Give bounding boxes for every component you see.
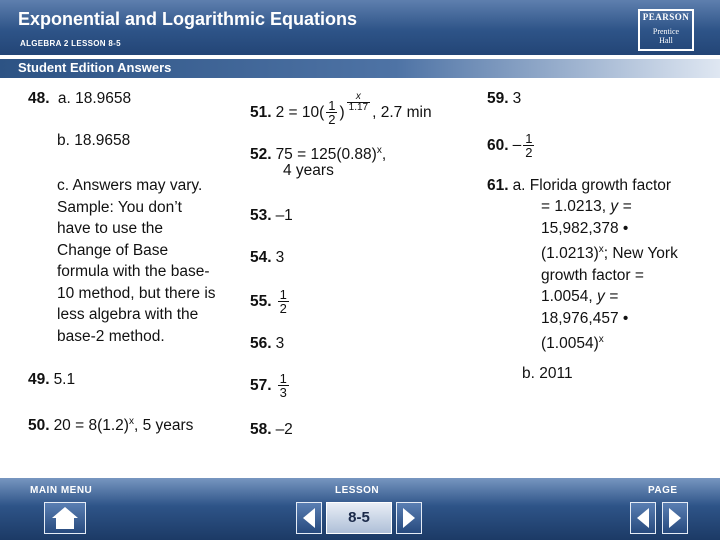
lesson-number: 8-5: [348, 509, 370, 526]
answer-61a-block: [541, 196, 678, 355]
answer-number: 56.: [250, 335, 272, 352]
publisher-logo: [638, 9, 694, 51]
answer-48a: a. 18.9658: [57, 90, 132, 107]
answer-61b: b. 2011: [522, 365, 573, 382]
line-text: ; New York: [603, 245, 678, 263]
lesson-next-button[interactable]: [396, 502, 422, 534]
answer-text: ,: [381, 146, 387, 164]
logo-line2: Prentice: [652, 27, 680, 36]
lesson-subtitle: ALGEBRA 2 LESSON 8-5: [20, 39, 121, 48]
page-next-button[interactable]: [662, 502, 688, 534]
exponent: x: [598, 244, 604, 255]
lesson-prev-button[interactable]: [296, 502, 322, 534]
fraction-numerator: 1: [525, 131, 533, 146]
answer-text: 3: [275, 249, 285, 266]
answer-text: –2: [275, 421, 293, 438]
chevron-right-icon: [663, 503, 687, 533]
answer-48c-line: base-2 method.: [57, 327, 165, 345]
answer-48c-line: Sample: You don’t: [57, 198, 182, 216]
answer-59: [487, 88, 521, 110]
exponent: x: [376, 145, 382, 156]
answer-number: 49.: [28, 371, 50, 388]
answer-61a-line: 15,982,378 •: [541, 219, 629, 237]
answer-61a-line: a. Florida growth factor: [512, 177, 672, 194]
answer-48c-line: formula with the base-: [57, 263, 210, 280]
fraction: [523, 132, 534, 159]
answer-57: [250, 372, 291, 399]
lesson-label: LESSON: [335, 485, 380, 496]
line-text: (1.0213): [541, 245, 599, 263]
answer-60: [487, 132, 536, 159]
equation-text: 2 = 10(: [275, 104, 325, 121]
answer-61a-line: [541, 196, 678, 218]
answer-49: [28, 369, 75, 391]
answer-text: 3: [275, 335, 285, 352]
fraction-denominator: 3: [279, 385, 287, 400]
answer-text: 3: [512, 90, 522, 107]
answer-48c-line: Change of Base: [57, 241, 169, 259]
answer-number: 50.: [28, 417, 50, 435]
exponent-denominator: 1.17: [348, 102, 369, 113]
fraction: [278, 288, 289, 315]
answer-text: , 2.7 min: [372, 104, 432, 121]
footer-nav: [0, 478, 720, 540]
answer-number: 61.: [487, 177, 509, 194]
answer-48c-line: less algebra with the: [57, 306, 199, 323]
page-title: Exponential and Logarithmic Equations: [18, 9, 358, 29]
answer-61a-line: [541, 329, 678, 355]
chevron-left-icon: [297, 503, 321, 533]
answer-number: 54.: [250, 249, 272, 266]
page-prev-button[interactable]: [630, 502, 656, 534]
negative-sign: –: [512, 136, 522, 154]
header-bar: [0, 0, 720, 55]
answer-61a-line: growth factor =: [541, 266, 644, 284]
answer-61a-line: [541, 239, 678, 265]
main-menu-label: MAIN MENU: [30, 485, 93, 496]
answer-number: 57.: [250, 376, 272, 394]
answer-48c-line: 10 method, but there is: [57, 284, 216, 302]
line-text: = 1.0213,: [541, 198, 611, 215]
exponent-numerator: x: [347, 92, 370, 103]
variable-y: y =: [597, 288, 619, 306]
answer-52-line2: 4 years: [283, 162, 334, 179]
answer-51: [250, 92, 432, 126]
section-bar: [0, 59, 720, 78]
answer-61a-line: [541, 286, 678, 308]
chevron-left-icon: [631, 503, 655, 533]
home-icon: [45, 503, 85, 533]
answer-58: [250, 419, 293, 441]
section-label: Student Edition Answers: [18, 60, 172, 75]
answer-number: 60.: [487, 136, 509, 154]
fraction-numerator: 1: [279, 287, 287, 302]
answer-number: 58.: [250, 421, 272, 438]
answer-61: [487, 175, 671, 197]
page-label: PAGE: [648, 485, 678, 496]
answer-61a-line: 18,976,457 •: [541, 309, 629, 327]
logo-line3: Hall: [659, 36, 673, 45]
answer-48: [28, 88, 131, 110]
answer-50: [28, 411, 193, 437]
answer-number: 55.: [250, 292, 272, 310]
answer-48c-line: c. Answers may vary.: [57, 177, 203, 194]
fraction-numerator: 1: [279, 371, 287, 386]
fraction-numerator: 1: [328, 98, 336, 114]
exponent: x: [598, 334, 604, 346]
line-text: 1.0054,: [541, 288, 598, 306]
answer-55: [250, 288, 291, 315]
exponent: x: [128, 416, 134, 427]
close-paren: ): [339, 104, 345, 121]
answer-text: –1: [275, 207, 293, 224]
exponent-fraction: [347, 92, 370, 113]
answer-48c: [57, 175, 216, 347]
fraction-denominator: 2: [525, 145, 533, 160]
answer-48b: b. 18.9658: [57, 132, 131, 149]
fraction: [326, 99, 337, 126]
answer-number: 53.: [250, 207, 272, 224]
answer-text: , 5 years: [133, 417, 194, 435]
fraction-denominator: 2: [279, 301, 287, 316]
line-text: (1.0054): [541, 335, 599, 353]
chevron-right-icon: [397, 503, 421, 533]
lesson-number-button[interactable]: [326, 502, 392, 534]
equation-text: 75 = 125(0.88): [275, 146, 377, 164]
answer-56: [250, 333, 284, 355]
answer-number: 48.: [28, 90, 50, 107]
answer-number: 52.: [250, 146, 272, 164]
answer-number: 51.: [250, 104, 272, 121]
fraction-denominator: 2: [328, 112, 336, 128]
answer-54: [250, 247, 284, 269]
equation-text: 20 = 8(1.2): [53, 417, 129, 435]
answer-48c-line: have to use the: [57, 220, 163, 237]
answer-53: [250, 205, 293, 227]
fraction: [278, 372, 289, 399]
answer-number: 59.: [487, 90, 509, 107]
logo-line1: PEARSON: [642, 12, 690, 22]
variable-y: y =: [610, 198, 632, 215]
answer-text: 5.1: [53, 371, 76, 388]
main-menu-button[interactable]: [44, 502, 86, 534]
